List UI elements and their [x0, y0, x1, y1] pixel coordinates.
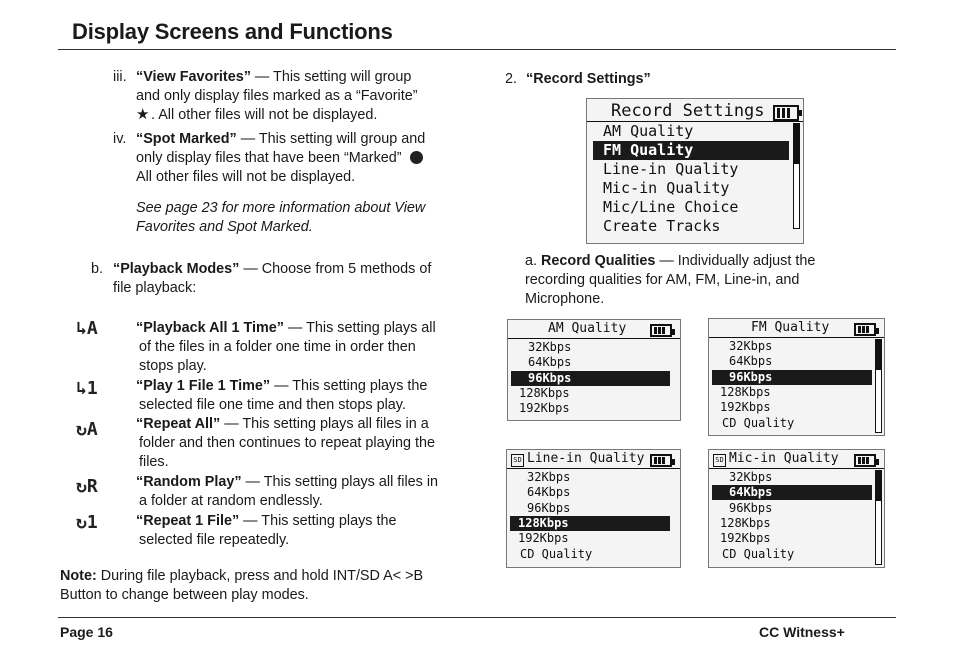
marked-dot-icon [410, 151, 423, 164]
item-iii-text-3: . All other files will not be displayed. [151, 107, 378, 123]
record-menu-item: Mic-in Quality [603, 179, 730, 197]
item-iv-number: iv. [113, 131, 127, 147]
item-iv-text-3: All other files will not be displayed. [136, 169, 356, 185]
item-iv [136, 130, 466, 187]
quality-option: CD Quality [520, 546, 593, 561]
screen-title: FM Quality [751, 320, 830, 335]
battery-icon [854, 323, 876, 336]
note-text-1: During file playback, press and hold INT/SD A< >B [96, 568, 424, 584]
quality-option: 32Kbps [729, 470, 773, 484]
spot-marked-term: “Spot Marked” [136, 131, 237, 147]
quality-option: 32Kbps [729, 339, 773, 353]
record-menu-item: Create Tracks [603, 217, 721, 235]
item-a-text-3: Microphone. [525, 291, 605, 307]
line-in-quality-screen [506, 449, 681, 568]
item-iii-text-2: and only display files marked as a “Favorite” [136, 88, 418, 104]
quality-option: 96Kbps [729, 500, 773, 515]
mode-playback-all [136, 319, 466, 376]
favorite-star-icon: ★ [136, 106, 150, 123]
note-label: Note: [60, 568, 97, 584]
quality-option: CD Quality [722, 546, 795, 561]
screen-divider [709, 337, 884, 338]
item-iv-text-2: only display files that have been “Marked” [136, 150, 402, 166]
mode-text-line: of the files in a folder one time in order then [139, 339, 416, 355]
mode-text-line: selected file one time and then stops play. [139, 397, 406, 413]
quality-option: 96Kbps [511, 371, 670, 386]
item-a-number: a. [525, 253, 538, 269]
mode-text: — This setting plays the [239, 513, 397, 529]
quality-option: 32Kbps [528, 340, 572, 354]
mode-repeat-one-file [136, 512, 466, 550]
record-menu-item: AM Quality [603, 122, 694, 140]
quality-option: 192Kbps [518, 531, 569, 546]
item-iii-text-1: — This setting will group [250, 69, 412, 85]
item-b-number: b. [91, 261, 104, 277]
item-b [113, 260, 463, 298]
item-a-text-2: recording qualities for AM, FM, Line-in, and [525, 272, 800, 288]
item-a [525, 252, 855, 309]
mode-repeat-all [136, 415, 466, 472]
mic-in-quality-screen [708, 449, 885, 568]
quality-option: 192Kbps [519, 401, 570, 416]
record-menu-item: Line-in Quality [603, 160, 739, 178]
mode-term: “Repeat All” [136, 416, 221, 432]
item-a-text-1: — Individually adjust the [655, 253, 816, 269]
quality-option: 64Kbps [729, 354, 773, 369]
quality-option: 64Kbps [527, 485, 571, 500]
screen-divider [709, 468, 884, 469]
play-one-file-icon: ↳1 [76, 378, 98, 399]
item-2-number: 2. [505, 71, 518, 87]
mode-term: “Random Play” [136, 474, 242, 490]
quality-option: 128Kbps [510, 516, 670, 531]
quality-option: 192Kbps [720, 531, 771, 546]
scrollbar [875, 470, 882, 565]
mode-term: “Playback All 1 Time” [136, 320, 284, 336]
mode-text-line: selected file repeatedly. [139, 532, 290, 548]
record-menu-item: Mic/Line Choice [603, 198, 739, 216]
page-title: Display Screens and Functions [72, 19, 393, 44]
screen-divider [508, 338, 680, 339]
mode-text-line: folder and then continues to repeat playing the [139, 435, 436, 451]
mode-play-one-file [136, 377, 466, 415]
note [60, 567, 470, 605]
quality-option: 96Kbps [527, 500, 571, 515]
sd-card-icon: SD [511, 454, 524, 467]
footer-rule [58, 617, 896, 618]
note-text-2: Button to change between play modes. [60, 587, 309, 603]
screen-title: Line-in Quality [527, 451, 645, 466]
fm-quality-screen [708, 318, 885, 436]
item-b-text-1: — Choose from 5 methods of [239, 261, 432, 277]
quality-option: 192Kbps [720, 400, 771, 415]
battery-icon [854, 454, 876, 467]
product-name: CC Witness+ [759, 624, 845, 640]
screen-title: Mic-in Quality [729, 451, 839, 466]
quality-option: 32Kbps [527, 470, 571, 484]
scrollbar [875, 339, 882, 433]
quality-option: 128Kbps [519, 385, 570, 400]
mode-text-line: files. [139, 454, 169, 470]
quality-option: 128Kbps [720, 515, 771, 530]
see-page-note [136, 199, 466, 237]
quality-option: 64Kbps [712, 485, 872, 500]
item-iv-text-1: — This setting will group and [236, 131, 426, 147]
quality-option: CD Quality [722, 415, 795, 430]
item-iii-number: iii. [113, 69, 127, 85]
mode-text: — This setting plays the [270, 378, 428, 394]
mode-term: “Repeat 1 File” [136, 513, 240, 529]
record-settings-screen [586, 98, 804, 244]
screen-divider [507, 468, 680, 469]
mode-text-line: stops play. [139, 358, 207, 374]
mode-text: — This setting plays all files in [241, 474, 439, 490]
see-page-line-2: Favorites and Spot Marked. [136, 219, 313, 235]
mode-text: — This setting plays all [283, 320, 436, 336]
repeat-all-icon: ↻A [76, 419, 98, 440]
screen-title: AM Quality [548, 321, 627, 336]
mode-text-line: a folder at random endlessly. [139, 493, 323, 509]
mode-text: — This setting plays all files in a [220, 416, 429, 432]
quality-option: 64Kbps [528, 355, 572, 370]
header-rule [58, 49, 896, 50]
screen-title: Record Settings [611, 101, 765, 121]
scrollbar [793, 123, 800, 229]
record-settings-term: “Record Settings” [526, 71, 651, 87]
quality-option: 96Kbps [712, 370, 872, 385]
playback-all-once-icon: ↳A [76, 318, 98, 339]
page-number: Page 16 [60, 624, 113, 640]
record-qualities-term: Record Qualities [541, 253, 656, 269]
battery-icon [650, 454, 672, 467]
item-b-text-2: file playback: [113, 280, 197, 296]
item-iii [136, 68, 466, 125]
random-play-icon: ↻R [76, 476, 98, 497]
sd-card-icon: SD [713, 454, 726, 467]
battery-icon [773, 105, 799, 121]
playback-modes-term: “Playback Modes” [113, 261, 240, 277]
am-quality-screen [507, 319, 681, 421]
record-menu-item: FM Quality [593, 141, 789, 160]
mode-random-play [136, 473, 466, 511]
view-favorites-term: “View Favorites” [136, 69, 251, 85]
battery-icon [650, 324, 672, 337]
repeat-one-file-icon: ↻1 [76, 512, 98, 533]
see-page-line-1: See page 23 for more information about View [136, 200, 426, 216]
quality-option: 128Kbps [720, 384, 771, 399]
mode-term: “Play 1 File 1 Time” [136, 378, 271, 394]
